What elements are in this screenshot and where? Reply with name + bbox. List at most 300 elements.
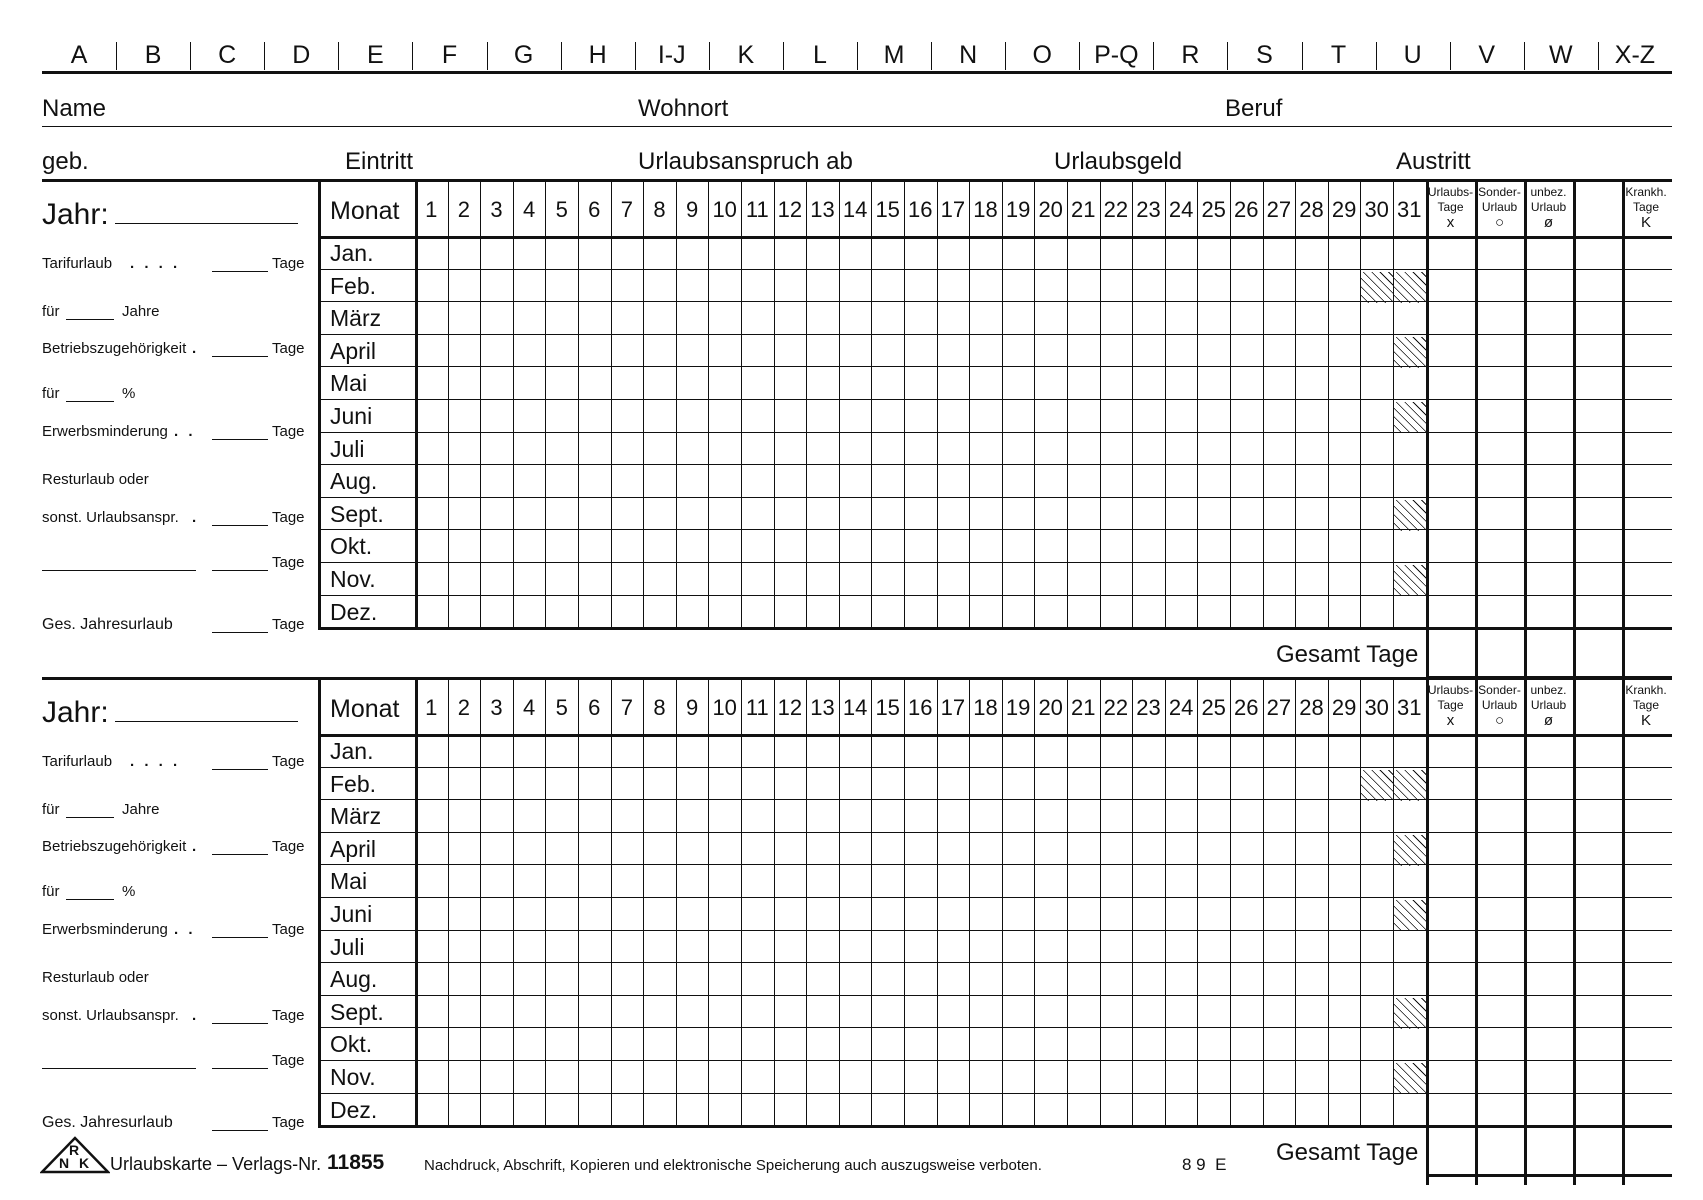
day-col-rule: [839, 179, 840, 627]
day-number: 24: [1168, 695, 1194, 720]
side-fill-line[interactable]: [212, 937, 268, 938]
urlaubsanspruch-label: Urlaubsanspruch ab: [638, 148, 853, 175]
side-fill-line[interactable]: [42, 1068, 196, 1069]
day-number: 17: [940, 197, 966, 222]
day-col-rule: [1034, 179, 1035, 627]
side-label-tarifurlaub: Tarifurlaub: [42, 255, 113, 272]
side-label-tage: Tage: [272, 838, 305, 855]
alphabet-divider: [561, 42, 562, 70]
day-number: 20: [1038, 197, 1063, 222]
alphabet-divider: [1227, 42, 1228, 70]
month-label: Sept.: [330, 500, 384, 527]
summary-col-rule: [1475, 677, 1478, 1185]
side-label-ges: Ges. Jahresurlaub: [42, 616, 173, 633]
day-number: 26: [1234, 197, 1259, 222]
summary-header-line2: Tage: [1437, 698, 1464, 712]
side-label-tage: Tage: [272, 921, 305, 938]
month-row-rule: [318, 930, 1672, 931]
day-col-rule: [1067, 179, 1068, 627]
alphabet-letter[interactable]: R: [1181, 41, 1200, 69]
month-label: Aug.: [330, 966, 378, 993]
day-number: 29: [1331, 197, 1357, 222]
austritt-label: Austritt: [1396, 148, 1471, 175]
day-number: 10: [712, 197, 737, 222]
month-label: Dez.: [330, 1096, 378, 1123]
side-dots: . .: [174, 921, 196, 938]
month-row-rule: [318, 334, 1672, 335]
day-number: 1: [425, 695, 438, 720]
day-number: 28: [1299, 695, 1324, 720]
alphabet-letter[interactable]: W: [1549, 41, 1573, 69]
side-label-erwerbs: Erwerbsminderung: [42, 423, 168, 440]
side-label-fuer2: für: [42, 385, 60, 402]
summary-header-symbol: ø: [1543, 712, 1554, 729]
month-row-rule: [318, 464, 1672, 465]
day-col-rule: [1067, 677, 1068, 1125]
month-label: Feb.: [330, 770, 377, 797]
summary-col-rule: [1622, 179, 1625, 687]
name-label: Name: [42, 95, 107, 122]
month-row-rule: [318, 962, 1672, 963]
jahr-label: Jahr:: [42, 696, 109, 729]
day-col-rule: [937, 677, 938, 1125]
section-bottom-rule: [318, 627, 1672, 630]
unavailable-day-hatch: [1394, 337, 1426, 368]
day-number: 18: [973, 695, 998, 720]
unavailable-day-hatch: [1394, 402, 1426, 433]
summary-header-line2: Urlaub: [1530, 200, 1567, 214]
month-row-rule: [318, 1060, 1672, 1061]
unavailable-day-hatch: [1394, 1063, 1426, 1094]
side-fill-line[interactable]: [66, 319, 114, 320]
day-col-rule: [871, 179, 872, 627]
alphabet-divider: [190, 42, 191, 70]
day-number: 28: [1299, 197, 1324, 222]
day-number: 5: [555, 695, 568, 720]
day-number: 19: [1005, 695, 1031, 720]
alphabet-letter[interactable]: I-J: [657, 41, 686, 69]
alphabet-divider: [487, 42, 488, 70]
footer-title: Urlaubskarte – Verlags-Nr.: [110, 1154, 322, 1174]
alphabet-underline: [42, 71, 1672, 74]
day-col-rule: [904, 677, 905, 1125]
month-label: Mai: [330, 868, 368, 895]
summary-header-symbol: ø: [1543, 214, 1554, 231]
day-number: 13: [810, 695, 835, 720]
logo-letter-k: K: [79, 1155, 90, 1171]
summary-header-line2: Tage: [1437, 200, 1464, 214]
month-row-rule: [318, 864, 1672, 865]
day-number: 16: [908, 695, 933, 720]
summary-header: [1622, 683, 1670, 728]
day-col-rule: [806, 179, 807, 627]
alphabet-divider: [264, 42, 265, 70]
summary-left-rule: [1426, 179, 1429, 687]
alphabet-divider: [1302, 42, 1303, 70]
unavailable-day-hatch: [1394, 770, 1426, 801]
summary-header: [1524, 185, 1573, 230]
day-col-rule: [708, 677, 709, 1125]
rnk-logo: [40, 1136, 110, 1176]
day-col-rule: [676, 677, 677, 1125]
day-number: 25: [1201, 695, 1226, 720]
day-col-rule: [774, 677, 775, 1125]
side-label-fuer1: für: [42, 303, 60, 320]
summary-header: [1475, 683, 1524, 728]
alphabet-letter[interactable]: L: [812, 41, 827, 69]
day-number: 17: [940, 695, 966, 720]
day-number: 23: [1136, 197, 1161, 222]
day-number: 10: [712, 695, 737, 720]
unavailable-day-hatch: [1394, 835, 1426, 866]
side-dots: . . . .: [130, 753, 181, 770]
month-label: Aug.: [330, 468, 378, 495]
unavailable-day-hatch: [1394, 272, 1426, 303]
month-label: Juli: [330, 933, 365, 960]
side-fill-line[interactable]: [212, 439, 268, 440]
day-number: 24: [1168, 197, 1194, 222]
urlaubsgeld-label: Urlaubsgeld: [1054, 148, 1183, 175]
unavailable-day-hatch: [1394, 565, 1426, 596]
day-col-rule: [806, 677, 807, 1125]
side-dots: .: [192, 1007, 200, 1024]
alphabet-letter[interactable]: C: [218, 41, 237, 69]
day-col-rule: [1230, 179, 1231, 627]
alphabet-letter[interactable]: G: [513, 41, 534, 69]
summary-header-line1: Sonder-: [1478, 683, 1521, 697]
summary-header: [1426, 683, 1475, 728]
summary-header-symbol: K: [1640, 712, 1651, 729]
alphabet-divider: [1005, 42, 1006, 70]
side-label-tage: Tage: [272, 340, 305, 357]
day-col-rule: [1100, 179, 1101, 627]
day-col-rule: [1132, 179, 1133, 627]
day-number: 9: [685, 197, 699, 222]
day-number: 20: [1038, 695, 1063, 720]
side-fill-line[interactable]: [212, 632, 268, 633]
alphabet-letter[interactable]: H: [588, 41, 607, 69]
day-col-rule: [774, 179, 775, 627]
alphabet-letter[interactable]: N: [959, 41, 978, 69]
side-fill-line[interactable]: [66, 401, 114, 402]
alphabet-divider: [931, 42, 932, 70]
day-col-rule: [741, 179, 742, 627]
alphabet-letter[interactable]: M: [883, 41, 905, 69]
day-number: 5: [555, 197, 568, 222]
alphabet-letter[interactable]: E: [367, 41, 384, 69]
summary-col-rule: [1622, 677, 1625, 1185]
side-fill-line[interactable]: [212, 356, 268, 357]
day-col-rule: [545, 677, 546, 1125]
day-number: 27: [1266, 695, 1292, 720]
alphabet-letter[interactable]: F: [441, 41, 458, 69]
summary-header: [1524, 683, 1573, 728]
month-label: April: [330, 835, 377, 862]
day-col-rule: [937, 179, 938, 627]
side-label-tage: Tage: [272, 1114, 305, 1131]
side-label-fuer2: für: [42, 883, 60, 900]
alphabet-divider: [783, 42, 784, 70]
section-header-rule: [318, 734, 1672, 737]
day-col-rule: [578, 179, 579, 627]
day-number: 6: [588, 197, 601, 222]
alphabet-letter[interactable]: X-Z: [1614, 41, 1656, 69]
alphabet-letter[interactable]: S: [1256, 41, 1273, 69]
month-label: Juli: [330, 435, 365, 462]
month-label: März: [330, 305, 382, 332]
day-col-rule: [1328, 677, 1329, 1125]
day-number: 14: [842, 197, 868, 222]
day-number: 13: [810, 197, 835, 222]
day-number: 18: [973, 197, 998, 222]
day-number: 8: [653, 695, 666, 720]
alphabet-divider: [857, 42, 858, 70]
unavailable-day-hatch: [1361, 272, 1393, 303]
day-col-rule: [643, 179, 644, 627]
summary-header-line2: Tage: [1632, 200, 1660, 214]
day-col-rule: [611, 677, 612, 1125]
month-label: Nov.: [330, 566, 376, 592]
alphabet-letter[interactable]: U: [1403, 41, 1422, 69]
side-label-tarifurlaub: Tarifurlaub: [42, 753, 113, 770]
day-number: 4: [522, 197, 536, 222]
side-label-ges: Ges. Jahresurlaub: [42, 1114, 173, 1131]
side-label-betriebs: Betriebszugehörigkeit: [42, 838, 187, 855]
monat-header: Monat: [330, 197, 400, 225]
alphabet-divider: [338, 42, 339, 70]
day-number: 2: [457, 695, 471, 720]
side-label-jahre: Jahre: [122, 801, 160, 818]
day-number: 7: [620, 695, 634, 720]
alphabet-divider: [635, 42, 636, 70]
summary-header-line1: unbez.: [1530, 185, 1567, 199]
day-col-rule: [871, 677, 872, 1125]
side-label-tage: Tage: [272, 616, 305, 633]
summary-header-line2: Urlaub: [1481, 200, 1518, 214]
side-label-jahre: Jahre: [122, 303, 160, 320]
summary-header-line1: Sonder-: [1478, 185, 1521, 199]
month-row-rule: [318, 301, 1672, 302]
day-col-rule: [1295, 179, 1296, 627]
month-label: April: [330, 337, 377, 364]
day-col-rule: [1230, 677, 1231, 1125]
alphabet-divider: [709, 42, 710, 70]
day-col-rule: [448, 179, 449, 627]
month-row-rule: [318, 399, 1672, 400]
geb-label: geb.: [42, 148, 89, 175]
day-col-rule: [1034, 677, 1035, 1125]
day-number: 31: [1397, 197, 1422, 222]
side-fill-line[interactable]: [212, 1023, 268, 1024]
day-number: 4: [522, 695, 536, 720]
summary-col-rule: [1475, 179, 1478, 687]
side-fill-line[interactable]: [66, 899, 114, 900]
side-label-betriebs: Betriebszugehörigkeit: [42, 340, 187, 357]
alphabet-divider: [1153, 42, 1154, 70]
side-label-rest2: sonst. Urlaubsanspr.: [42, 1007, 179, 1024]
alphabet-letter[interactable]: O: [1032, 41, 1052, 69]
jahr-field[interactable]: [115, 223, 298, 224]
side-fill-line[interactable]: [212, 570, 268, 571]
side-fill-line[interactable]: [212, 769, 268, 770]
gesamt-tage-label: Gesamt Tage: [1276, 641, 1419, 669]
name-line: [42, 126, 1672, 127]
day-col-rule: [480, 179, 481, 627]
month-label: Okt.: [330, 1031, 373, 1058]
summary-col-rule: [1573, 179, 1576, 687]
day-number: 3: [490, 197, 503, 222]
side-label-rest1: Resturlaub oder: [42, 471, 149, 488]
side-label-percent: %: [122, 385, 136, 402]
summary-header-symbol: ○: [1494, 214, 1505, 231]
day-col-rule: [1263, 179, 1264, 627]
day-col-rule: [1132, 677, 1133, 1125]
month-row-rule: [318, 995, 1672, 996]
jahr-label: Jahr:: [42, 198, 109, 231]
jahr-field[interactable]: [115, 721, 298, 722]
day-col-rule: [1165, 179, 1166, 627]
alphabet-divider: [116, 42, 117, 70]
side-label-rest1: Resturlaub oder: [42, 969, 149, 986]
day-number: 11: [745, 695, 769, 720]
side-fill-line[interactable]: [212, 1068, 268, 1069]
day-col-rule: [480, 677, 481, 1125]
month-label: Juni: [330, 403, 373, 429]
day-number: 15: [875, 197, 900, 222]
side-fill-line[interactable]: [212, 854, 268, 855]
logo-letter-r: R: [69, 1142, 80, 1158]
month-label: März: [330, 803, 382, 830]
alphabet-letter[interactable]: T: [1330, 41, 1347, 69]
side-dots: .: [192, 838, 200, 855]
day-col-rule: [969, 179, 970, 627]
alphabet-divider: [1524, 42, 1525, 70]
side-fill-line[interactable]: [212, 271, 268, 272]
summary-header-symbol: ○: [1494, 712, 1505, 729]
day-col-rule: [1360, 179, 1361, 627]
side-label-tage: Tage: [272, 509, 305, 526]
day-col-rule: [676, 179, 677, 627]
side-fill-line[interactable]: [42, 570, 196, 571]
summary-header-line1: Urlaubs-: [1427, 185, 1474, 199]
day-number: 16: [908, 197, 933, 222]
alphabet-letter[interactable]: K: [737, 41, 755, 69]
day-col-rule: [448, 677, 449, 1125]
day-number: 26: [1234, 695, 1259, 720]
day-number: 23: [1136, 695, 1161, 720]
month-label: Dez.: [330, 598, 378, 625]
day-number: 3: [490, 695, 503, 720]
alphabet-letter[interactable]: V: [1478, 41, 1496, 69]
day-number: 2: [457, 197, 471, 222]
month-row-rule: [318, 366, 1672, 367]
summary-col-rule: [1573, 677, 1576, 1185]
summary-col-rule: [1524, 179, 1527, 687]
summary-header-line1: Krankh.: [1625, 683, 1667, 697]
month-row-rule: [318, 897, 1672, 898]
day-number: 9: [685, 695, 699, 720]
day-col-rule: [708, 179, 709, 627]
summary-header: [1426, 185, 1475, 230]
month-row-rule: [318, 1027, 1672, 1028]
month-label: Okt.: [330, 533, 373, 560]
summary-header-line2: Tage: [1632, 698, 1660, 712]
day-number: 12: [777, 695, 803, 720]
summary-header-symbol: K: [1640, 214, 1651, 231]
wohnort-label: Wohnort: [638, 95, 729, 122]
day-col-rule: [545, 179, 546, 627]
footer-notice: Nachdruck, Abschrift, Kopieren und elektronische Speicherung auch auszugsweise verboten.: [424, 1157, 1042, 1174]
unavailable-day-hatch: [1394, 998, 1426, 1029]
day-col-rule: [1002, 677, 1003, 1125]
day-number: 6: [588, 695, 601, 720]
footer-code: 8 9 E: [1182, 1155, 1227, 1174]
day-number: 11: [745, 197, 769, 222]
side-dots: .: [192, 509, 200, 526]
day-col-rule: [1165, 677, 1166, 1125]
unavailable-day-hatch: [1361, 770, 1393, 801]
summary-header: [1622, 185, 1670, 230]
summary-left-rule: [1426, 677, 1429, 1185]
day-number: 14: [842, 695, 868, 720]
month-label: Juni: [330, 901, 373, 927]
alphabet-letter[interactable]: A: [70, 41, 88, 69]
eintritt-label: Eintritt: [345, 148, 414, 175]
monat-header: Monat: [330, 695, 400, 723]
day-col-rule: [513, 677, 514, 1125]
side-dots: . .: [174, 423, 196, 440]
day-number: 30: [1364, 695, 1389, 720]
day-col-rule: [839, 677, 840, 1125]
month-label: Sept.: [330, 998, 384, 1025]
side-fill-line[interactable]: [66, 817, 114, 818]
alphabet-divider: [1598, 42, 1599, 70]
alphabet-divider: [1450, 42, 1451, 70]
month-label: Nov.: [330, 1064, 376, 1090]
side-label-erwerbs: Erwerbsminderung: [42, 921, 168, 938]
day-col-rule: [1197, 677, 1198, 1125]
day-col-rule: [611, 179, 612, 627]
alphabet-letter[interactable]: D: [292, 41, 311, 69]
side-fill-line[interactable]: [212, 525, 268, 526]
day-number: 22: [1103, 695, 1129, 720]
side-label-percent: %: [122, 883, 136, 900]
day-number: 7: [620, 197, 634, 222]
day-number: 31: [1397, 695, 1422, 720]
day-number: 29: [1331, 695, 1357, 720]
summary-header-line2: Urlaub: [1530, 698, 1567, 712]
alphabet-letter[interactable]: B: [144, 41, 162, 69]
gesamt-tage-label: Gesamt Tage: [1276, 1139, 1419, 1167]
side-label-rest2: sonst. Urlaubsanspr.: [42, 509, 179, 526]
day-number: 21: [1071, 695, 1096, 720]
month-row-rule: [318, 832, 1672, 833]
month-label: Feb.: [330, 272, 377, 299]
month-row-rule: [318, 497, 1672, 498]
beruf-label: Beruf: [1225, 95, 1283, 122]
side-dots: . . . .: [130, 255, 181, 272]
day-col-rule: [1360, 677, 1361, 1125]
side-label-tage: Tage: [272, 1052, 305, 1069]
alphabet-divider: [412, 42, 413, 70]
month-row-rule: [318, 767, 1672, 768]
month-row-rule: [318, 269, 1672, 270]
side-label-tage: Tage: [272, 554, 305, 571]
day-col-rule: [1002, 179, 1003, 627]
side-fill-line[interactable]: [212, 1130, 268, 1131]
alphabet-letter[interactable]: P-Q: [1094, 41, 1139, 69]
day-col-rule: [1328, 179, 1329, 627]
